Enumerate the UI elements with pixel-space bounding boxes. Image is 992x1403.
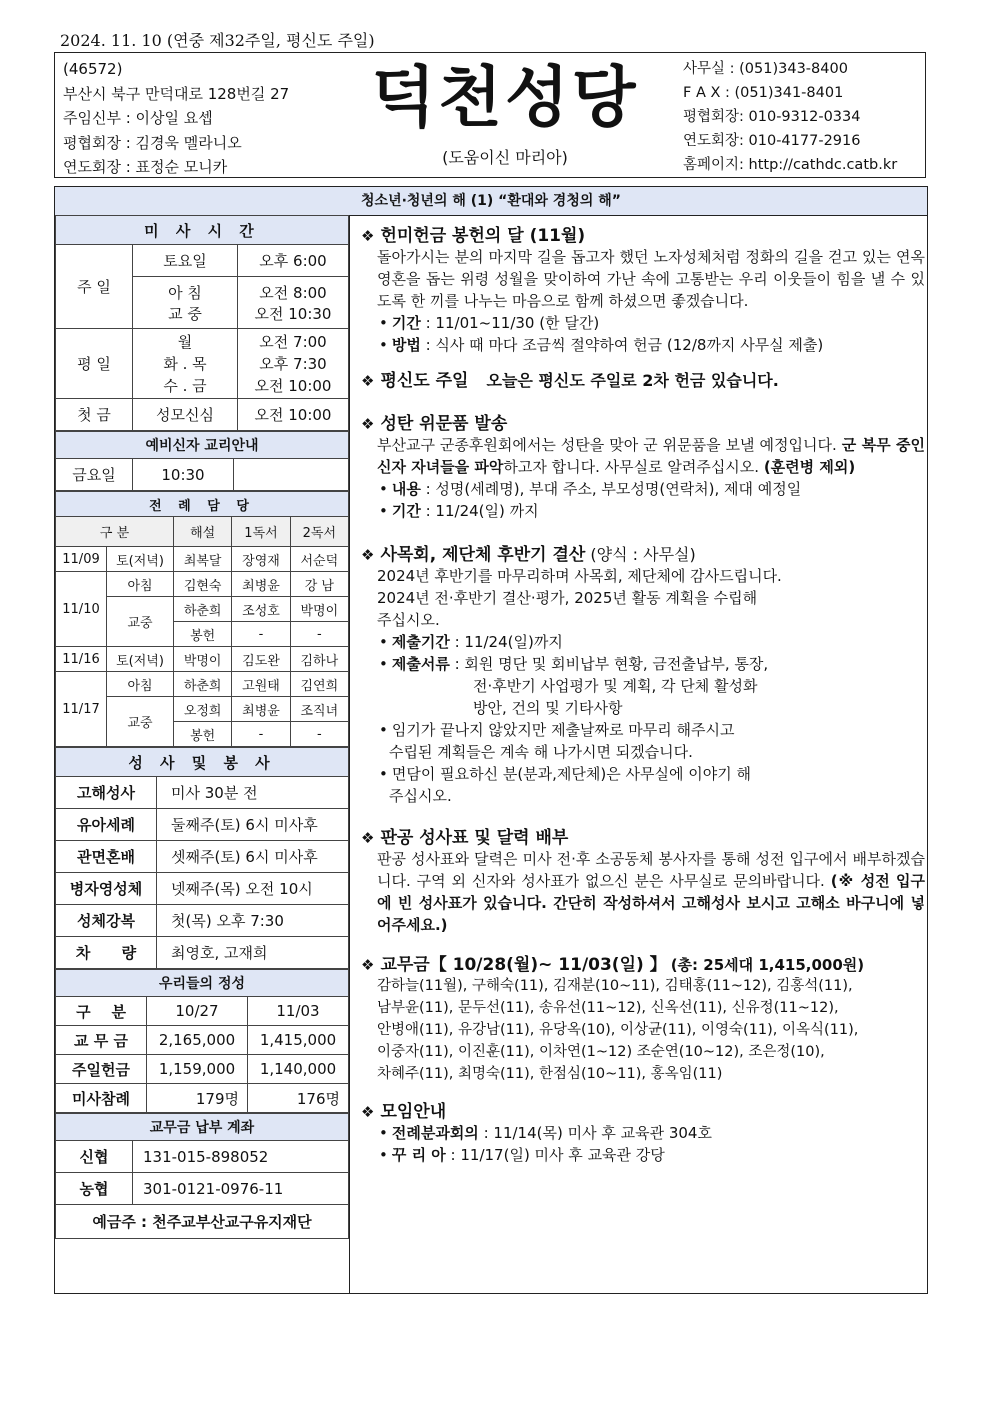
offering-value: 1,415,000 (248, 1026, 349, 1055)
diamond-bullet-icon: ❖ (361, 227, 375, 245)
liturgy-cell: 박명이 (174, 647, 232, 672)
bullet-text: : 11/17(일) 미사 후 교육관 강당 (445, 1146, 665, 1164)
account-number: 131-015-898052 (133, 1141, 349, 1173)
liturgy-table (55, 491, 349, 747)
bullet-text: : 식사 때 마다 조금씩 절약하여 헌금 (12/8까지 사무실 제출) (420, 336, 824, 354)
section-laity-sunday (361, 366, 927, 391)
bullet-label: 전례분과회의 (391, 1124, 479, 1142)
sacraments-heading: 성 사 및 봉 사 (56, 748, 349, 777)
section-title: 성탄 위문품 발송 (380, 414, 508, 434)
account-table (55, 1113, 349, 1239)
section-line: 2024년 전·후반기 결산·평가, 2025년 활동 계획을 수립해 (377, 589, 758, 607)
left-column (55, 215, 350, 1293)
liturgy-cell: 박명이 (290, 597, 348, 622)
first-fri-day: 성모신심 (133, 399, 238, 431)
bullet-continuation: 전·후반기 사업평가 및 계획, 각 단체 활성화 (473, 677, 758, 695)
bullet-text: : 11/24(일) 까지 (420, 502, 539, 520)
section-title: 헌미헌금 봉헌의 달 (11월) (380, 226, 586, 246)
section-title: 판공 성사표 및 달력 배부 (380, 828, 569, 848)
sun-school-time: 오전 10:30 (254, 304, 332, 323)
liturgy-cell: 김연희 (290, 672, 348, 697)
liturgy-cell: 교중 (107, 697, 174, 747)
bank-name: 농협 (56, 1173, 133, 1205)
note-text: 주십시오. (389, 787, 452, 805)
offering-label: 교 무 금 (56, 1026, 147, 1055)
right-column (351, 215, 927, 1166)
bullet-label: 제출기간 (391, 633, 450, 651)
note-text: 면담이 필요하신 분(분과,제단체)은 사무실에 이야기 해 (391, 765, 751, 783)
sun-school-day: 교 중 (168, 304, 202, 323)
sacraments-table (55, 747, 349, 969)
prayer-phone: 연도회장: 010-4177-2916 (683, 133, 861, 149)
liturgy-heading: 전 례 담 당 (56, 492, 349, 517)
liturgy-cell: 장영재 (232, 547, 290, 572)
section-title-suffix: (총: 25세대 1,415,000원) (670, 956, 865, 974)
donor-line: 남부윤(11), 문두선(11), 송유선(11~12), 신옥선(11), 신유정(11~12), (377, 1000, 839, 1016)
section-title: 교무금【 10/28(월)~ 11/03(일) 】 (380, 955, 667, 975)
liturgy-cell: 조직녀 (290, 697, 348, 722)
sacrament-time: 넷째주(목) 오전 10시 (157, 873, 349, 905)
tue-thu-time: 오후 7:30 (259, 354, 327, 373)
account-heading: 교무금 납부 계좌 (56, 1114, 349, 1141)
section-title: 모임안내 (380, 1102, 447, 1122)
mass-heading: 미 사 시 간 (56, 216, 349, 245)
first-fri-label: 첫 금 (56, 399, 133, 431)
liturgy-cell: 아침 (107, 572, 174, 597)
section-meetings (361, 1097, 927, 1166)
donor-line: 감하늘(11월), 구해숙(11), 김재분(10~11), 김태홍(11~12), 김홍석(11), (377, 978, 853, 994)
date-line: 2024. 11. 10 (연중 제32주일, 평신도 주일) (60, 31, 375, 50)
bullet-label: 방법 (391, 336, 421, 354)
bullet-label: 꾸 리 아 (391, 1146, 446, 1164)
liturgy-cell: - (232, 722, 290, 747)
liturgy-cell: 하춘희 (174, 672, 232, 697)
liturgy-col-reading1: 1독서 (232, 517, 290, 547)
header-left (63, 57, 289, 180)
sunday-label: 주 일 (56, 245, 133, 329)
section-body: 돌아가시는 분의 마지막 길을 돕고자 했던 노자성체처럼 정화의 길을 걷고 있는 연옥 영혼을 돕는 위령 성월을 맞이하여 가난 속에 고통받는 우리 이웃들이 힘을 낼 수 있도록 한 끼를 나누는 마음으로 함께 하셨으면 좋겠습니다. (377, 248, 925, 310)
liturgy-cell: 봉헌 (174, 622, 232, 647)
catechumen-heading: 예비신자 교리안내 (56, 432, 349, 459)
account-holder: 예금주 : 천주교부산교구유지재단 (56, 1205, 349, 1239)
sacrament-name: 고해성사 (56, 777, 157, 809)
section-settlement (361, 540, 927, 807)
sacrament-time: 미사 30분 전 (157, 777, 349, 809)
bank-name: 신협 (56, 1141, 133, 1173)
offering-value: 176명 (248, 1084, 349, 1113)
section-line: 2024년 후반기를 마무리하며 사목회, 제단체에 감사드립니다. (377, 567, 782, 585)
liturgy-cell: 최복달 (174, 547, 232, 572)
fax: F A X : (051)341-8401 (683, 85, 844, 101)
mass-table (55, 215, 349, 431)
liturgy-cell: 최병윤 (232, 697, 290, 722)
sun-morning-time: 오전 8:00 (259, 283, 327, 302)
first-fri-time: 오전 10:00 (238, 399, 349, 431)
section-dues (361, 950, 927, 1085)
sacrament-name: 차 량 (56, 937, 157, 969)
bullet-text: : 11/01~11/30 (한 달간) (420, 314, 600, 332)
section-rice-offering (361, 221, 927, 356)
dot-icon: • (379, 765, 388, 783)
bullet-label: 내용 (391, 480, 421, 498)
dot-icon: • (379, 336, 388, 354)
bullet-continuation: 방안, 건의 및 기타사항 (473, 699, 623, 717)
offering-head-label: 구 분 (56, 997, 147, 1026)
prayer-president: 연도회장 : 표정순 모니카 (63, 158, 228, 177)
wed-fri-time: 오전 10:00 (254, 376, 332, 395)
liturgy-cell: 오정희 (174, 697, 232, 722)
liturgy-cell: - (290, 722, 348, 747)
bullet-label: 기간 (391, 502, 421, 520)
liturgy-cell: - (232, 622, 290, 647)
liturgy-cell: - (290, 622, 348, 647)
wed-fri-day: 수 . 금 (163, 376, 207, 395)
dot-icon: • (379, 1124, 388, 1142)
diamond-bullet-icon: ❖ (361, 546, 375, 564)
dot-icon: • (379, 721, 388, 739)
sat-day: 토요일 (133, 245, 238, 277)
offering-label: 미사참례 (56, 1084, 147, 1113)
sacrament-time: 첫(목) 오후 7:30 (157, 905, 349, 937)
liturgy-cell: 11/09 (56, 547, 107, 572)
liturgy-cell: 서순덕 (290, 547, 348, 572)
section-line: 주십시오. (377, 611, 440, 629)
liturgy-col-type: 구 분 (56, 517, 174, 547)
office-phone: 사무실 : (051)343-8400 (683, 61, 848, 77)
dot-icon: • (379, 655, 388, 673)
liturgy-cell: 11/17 (56, 672, 107, 747)
sun-morning-day: 아 침 (168, 283, 202, 302)
section-christmas-gifts (361, 409, 927, 522)
weekday-label: 평 일 (56, 329, 133, 399)
bullet-label: 기간 (391, 314, 421, 332)
sacrament-time: 최영호, 고재희 (157, 937, 349, 969)
section-title: 사목회, 제단체 후반기 결산 (380, 545, 586, 565)
header-right (683, 57, 897, 177)
main-box (54, 186, 928, 1294)
donor-line: 이중자(11), 이진훈(11), 이차연(1~12) 조순연(10~12), 조은정(10), (377, 1044, 825, 1060)
section-confession-card (361, 823, 927, 936)
mon-time: 오전 7:00 (259, 332, 327, 351)
parish-title: 덕천성당 (371, 59, 639, 136)
sacrament-name: 유아세례 (56, 809, 157, 841)
dot-icon: • (379, 633, 388, 651)
note-text: 수립된 계획들은 계속 해 나가시면 되겠습니다. (389, 743, 693, 761)
offering-value: 1,140,000 (248, 1055, 349, 1084)
sacrament-time: 셋째주(토) 6시 미사후 (157, 841, 349, 873)
dot-icon: • (379, 314, 388, 332)
offering-table (55, 969, 349, 1113)
liturgy-col-commentary: 해설 (174, 517, 232, 547)
liturgy-col-reading2: 2독서 (290, 517, 348, 547)
liturgy-cell: 강 남 (290, 572, 348, 597)
section-title: 평신도 주일 (380, 371, 469, 391)
sacrament-time: 둘째주(토) 6시 미사후 (157, 809, 349, 841)
sacrament-name: 성체강복 (56, 905, 157, 937)
sacrament-name: 병자영성체 (56, 873, 157, 905)
address: 부산시 북구 만덕대로 128번길 27 (63, 84, 290, 103)
liturgy-cell: 11/16 (56, 647, 107, 672)
offering-value: 1,159,000 (147, 1055, 248, 1084)
dot-icon: • (379, 480, 388, 498)
header (54, 52, 926, 178)
offering-head-date1: 10/27 (147, 997, 248, 1026)
section-text: 오늘은 평신도 주일로 2차 헌금 있습니다. (486, 371, 779, 390)
diamond-bullet-icon: ❖ (361, 829, 375, 847)
sacrament-name: 관면혼배 (56, 841, 157, 873)
catechumen-table (55, 431, 349, 491)
diamond-bullet-icon: ❖ (361, 956, 375, 974)
bullet-text: : 11/14(목) 미사 후 교육관 304호 (478, 1124, 712, 1142)
offering-head-date2: 11/03 (248, 997, 349, 1026)
catechumen-day: 금요일 (56, 459, 133, 491)
account-number: 301-0121-0976-11 (133, 1173, 349, 1205)
liturgy-cell: 토(저녁) (107, 647, 174, 672)
council-president: 평협회장 : 김경욱 멜라니오 (63, 133, 242, 152)
section-body: 부산교구 군종후원회에서는 성탄을 맞아 군 위문품을 보낼 예정입니다. 군 복무 중인 신자 자녀들을 파악하고자 합니다. 사무실로 알려주십시오. (훈련병 제외) (377, 436, 925, 476)
offering-heading: 우리들의 정성 (56, 970, 349, 997)
parish-subtitle: (도움이신 마리아) (442, 148, 568, 167)
liturgy-cell: 고원태 (232, 672, 290, 697)
pastor: 주임신부 : 이상일 요셉 (63, 109, 213, 128)
bullet-text: : 성명(세례명), 부대 주소, 부모성명(연락처), 제대 예정일 (420, 480, 802, 498)
liturgy-cell: 아침 (107, 672, 174, 697)
dot-icon: • (379, 1146, 388, 1164)
bullet-text: : 회원 명단 및 회비납부 현황, 금전출납부, 통장, (449, 655, 769, 673)
diamond-bullet-icon: ❖ (361, 1103, 375, 1121)
diamond-bullet-icon: ❖ (361, 415, 375, 433)
liturgy-cell: 봉헌 (174, 722, 232, 747)
donor-line: 차혜주(11), 최명숙(11), 한점심(10~11), 홍옥임(11) (377, 1066, 723, 1082)
council-phone: 평협회장: 010-9312-0334 (683, 109, 861, 125)
liturgy-cell: 교중 (107, 597, 174, 647)
homepage[interactable]: 홈페이지: http://cathdc.catb.kr (683, 157, 898, 173)
liturgy-cell: 하춘희 (174, 597, 232, 622)
liturgy-cell: 김하나 (290, 647, 348, 672)
donor-line: 안병애(11), 유강남(11), 유당옥(10), 이상균(11), 이영숙(11), 이옥식(11), (377, 1022, 859, 1038)
liturgy-cell: 조성호 (232, 597, 290, 622)
sat-time: 오후 6:00 (238, 245, 349, 277)
section-title-suffix: (양식 : 사무실) (585, 545, 696, 564)
offering-value: 179명 (147, 1084, 248, 1113)
diamond-bullet-icon: ❖ (361, 372, 375, 390)
liturgy-cell: 토(저녁) (107, 547, 174, 572)
postal-code: (46572) (63, 60, 123, 78)
liturgy-cell: 11/10 (56, 572, 107, 647)
catechumen-time: 10:30 (133, 459, 234, 491)
liturgy-cell: 김현숙 (174, 572, 232, 597)
mon-day: 월 (177, 332, 193, 351)
offering-value: 2,165,000 (147, 1026, 248, 1055)
section-body: 판공 성사표와 달력은 미사 전·후 소공동체 봉사자를 통해 성전 입구에서 배부하겠습니다. 구역 외 신자와 성사표가 없으신 분은 사무실로 문의바랍니다. (※ 성전 입구에 빈 성사표가 있습니다. 간단히 작성하셔서 고해성사 보시고 고해소 바구니에 넣어주세요.) (377, 850, 925, 934)
dot-icon: • (379, 502, 388, 520)
bullet-text: : 11/24(일)까지 (449, 633, 563, 651)
liturgy-cell: 김도완 (232, 647, 290, 672)
tue-thu-day: 화 . 목 (163, 354, 207, 373)
bullet-label: 제출서류 (391, 655, 450, 673)
liturgy-cell: 최병윤 (232, 572, 290, 597)
offering-label: 주일헌금 (56, 1055, 147, 1084)
note-text: 임기가 끝나지 않았지만 제출날짜로 마무리 해주시고 (391, 721, 735, 739)
theme-banner: 청소년·청년의 해 (1) “환대와 경청의 해” (55, 187, 927, 216)
